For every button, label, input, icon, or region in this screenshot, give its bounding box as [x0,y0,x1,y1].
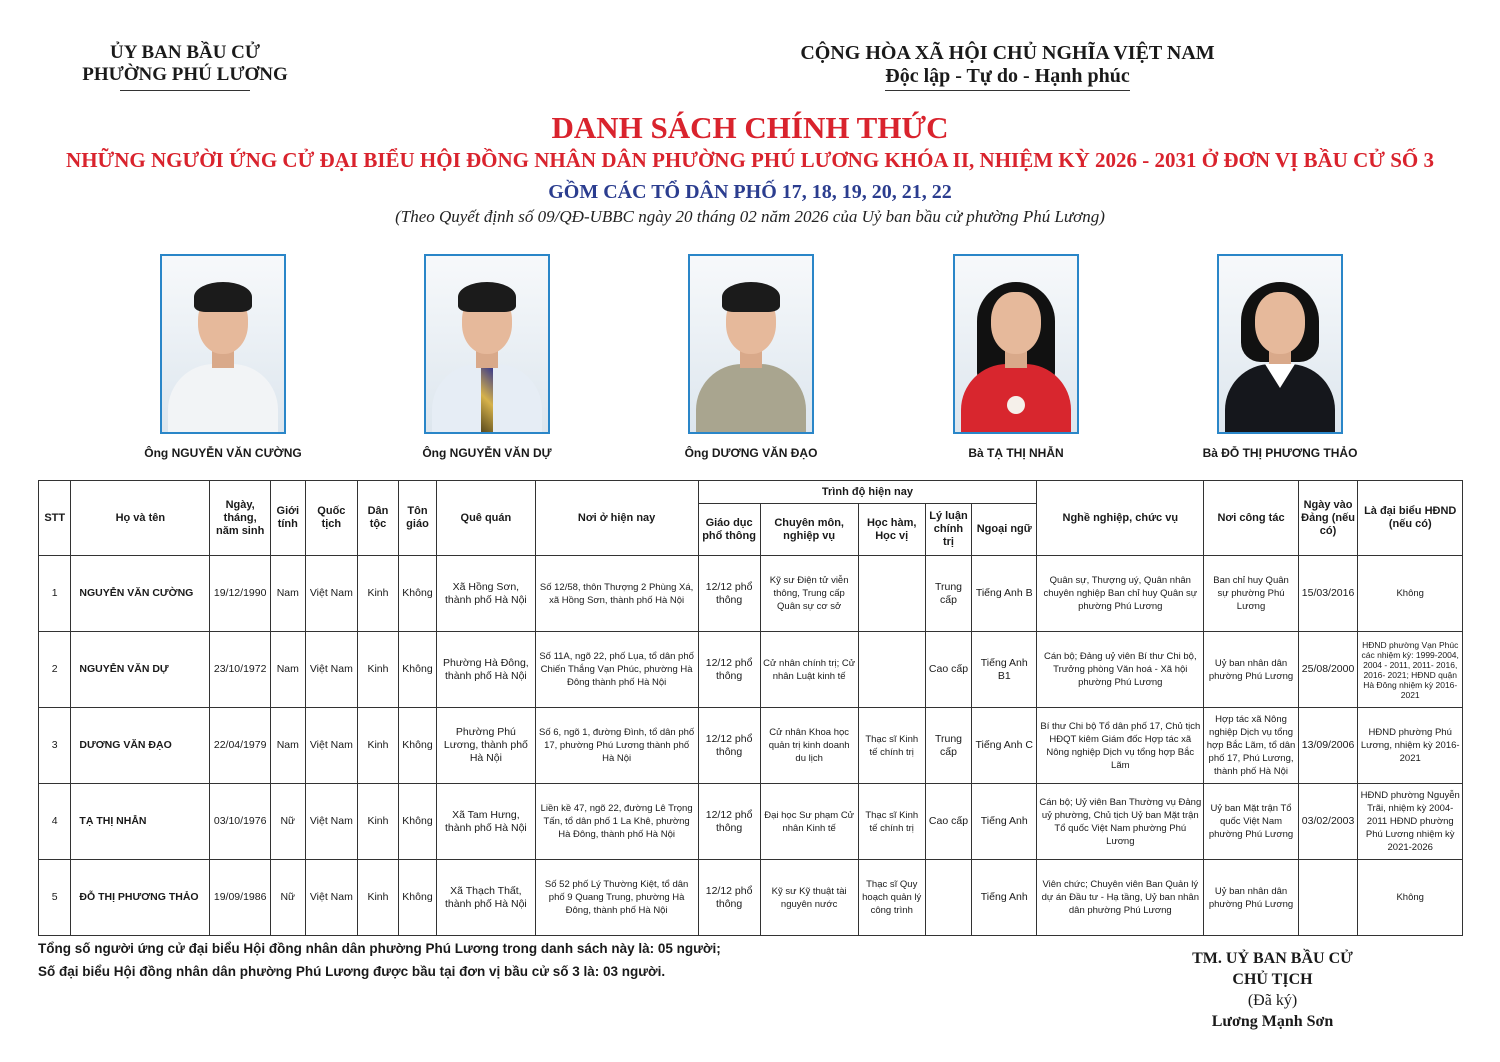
cell-party: 03/02/2003 [1298,784,1358,860]
cell-edu-language: Tiếng Anh [972,784,1037,860]
portrait-caption: Bà ĐỖ THỊ PHƯƠNG THẢO [1202,446,1358,460]
cell-nationality: Việt Nam [305,556,358,632]
cell-gender: Nữ [271,860,305,936]
portrait-photo [160,254,286,434]
document-groups: GỒM CÁC TỔ DÂN PHỐ 17, 18, 19, 20, 21, 22 [548,181,952,203]
portrait-caption: Ông NGUYỄN VĂN CƯỜNG [144,446,302,460]
cell-job: Cán bộ; Uỷ viên Ban Thường vụ Đảng uỷ phường, Chủ tịch Uỷ ban Mặt trận Tổ quốc Việt Nam phường Phú Lương [1037,784,1204,860]
cell-job: Bí thư Chi bộ Tổ dân phố 17, Chủ tịch HĐQT kiêm Giám đốc Hợp tác xã Nông nghiệp Dịch vụ tổng hợp Bắc Lãm [1037,708,1204,784]
col-edu-language: Ngoại ngữ [972,504,1037,556]
cell-workplace: Ban chỉ huy Quân sự phường Phú Lương [1204,556,1298,632]
cell-gender: Nữ [271,784,305,860]
cell-religion: Không [398,860,437,936]
col-religion: Tôn giáo [398,481,437,556]
cell-gender: Nam [271,708,305,784]
cell-residence: Số 12/58, thôn Thượng 2 Phùng Xá, xã Hồng Sơn, thành phố Hà Nội [535,556,698,632]
cell-stt: 3 [39,708,71,784]
cell-nationality: Việt Nam [305,708,358,784]
cell-edu-language: Tiếng Anh [972,860,1037,936]
col-ethnic: Dân tộc [358,481,399,556]
cell-residence: Số 52 phố Lý Thường Kiệt, tổ dân phố 9 Quang Trung, phường Hà Đông, thành phố Hà Nội [535,860,698,936]
col-delegate: Là đại biểu HĐND (nếu có) [1358,481,1463,556]
cell-delegate: HĐND phường Phú Lương, nhiệm kỳ 2016-2021 [1358,708,1463,784]
cell-dob: 23/10/1972 [210,632,271,708]
candidate-portrait [953,254,1079,460]
cell-party: 13/09/2006 [1298,708,1358,784]
election-committee-header [60,42,310,91]
cell-edu-specialty: Kỹ sư Kỹ thuật tài nguyên nước [760,860,858,936]
cell-delegate: HĐND phường Nguyễn Trãi, nhiệm kỳ 2004-2011 HĐND phường Phú Lương nhiệm kỳ 2021-2026 [1358,784,1463,860]
cell-job: Cán bộ; Đảng uỷ viên Bí thư Chi bộ, Trưởng phòng Văn hoá - Xã hội phường Phú Lương [1037,632,1204,708]
cell-edu-politics: Cao cấp [925,632,972,708]
cell-edu-degree: Thạc sĩ Quy hoạch quản lý công trình [858,860,925,936]
cell-workplace: Uỷ ban nhân dân phường Phú Lương [1204,860,1298,936]
cell-gender: Nam [271,556,305,632]
cell-edu-language: Tiếng Anh B [972,556,1037,632]
col-nationality: Quốc tịch [305,481,358,556]
portrait-photo [1217,254,1343,434]
cell-party: 15/03/2016 [1298,556,1358,632]
signature-block [1150,948,1395,1032]
cell-hometown: Xã Thạch Thất, thành phố Hà Nội [437,860,535,936]
col-edu-degree: Học hàm, Học vị [858,504,925,556]
cell-edu-general: 12/12 phổ thông [698,708,760,784]
document-title: DANH SÁCH CHÍNH THỨC [551,110,949,145]
candidate-portrait [424,254,550,460]
cell-hometown: Phường Phú Lương, thành phố Hà Nội [437,708,535,784]
cell-religion: Không [398,708,437,784]
cell-edu-general: 12/12 phổ thông [698,556,760,632]
cell-edu-language: Tiếng Anh B1 [972,632,1037,708]
cell-name: TẠ THỊ NHẪN [71,784,210,860]
cell-nationality: Việt Nam [305,784,358,860]
org-line-1: ỦY BAN BẦU CỬ [109,42,261,63]
cell-edu-general: 12/12 phổ thông [698,632,760,708]
portrait-photo [424,254,550,434]
col-stt: STT [39,481,71,556]
cell-edu-specialty: Kỹ sư Điện tử viễn thông, Trung cấp Quân sự cơ sở [760,556,858,632]
cell-edu-general: 12/12 phổ thông [698,784,760,860]
col-gender: Giới tính [271,481,305,556]
col-edu-politics: Lý luận chính trị [925,504,972,556]
portrait-caption: Bà TẠ THỊ NHẪN [968,446,1064,460]
cell-religion: Không [398,556,437,632]
elected-count-note: Số đại biểu Hội đồng nhân dân phường Phú Lương được bầu tại đơn vị bầu cử số 3 là: 03 người. [38,964,666,979]
signer-name: Lương Mạnh Sơn [1211,1013,1334,1030]
cell-edu-politics [925,860,972,936]
cell-edu-degree: Thạc sĩ Kinh tế chính trị [858,708,925,784]
portrait-photo [688,254,814,434]
country-name: CỘNG HÒA XÃ HỘI CHỦ NGHĨA VIỆT NAM [800,42,1215,64]
col-edu-specialty: Chuyên môn, nghiệp vụ [760,504,858,556]
cell-name: NGUYỄN VĂN DỰ [71,632,210,708]
cell-edu-degree: Thạc sĩ Kinh tế chính trị [858,784,925,860]
candidate-portrait [684,254,818,460]
cell-hometown: Xã Hồng Sơn, thành phố Hà Nội [437,556,535,632]
cell-workplace: Hợp tác xã Nông nghiệp Dịch vụ tổng hợp Bắc Lãm, tổ dân phố 17, Phú Lương, thành phố Hà Nội [1204,708,1298,784]
cell-edu-politics: Trung cấp [925,708,972,784]
cell-gender: Nam [271,632,305,708]
cell-stt: 5 [39,860,71,936]
candidate-portrait [144,254,302,460]
cell-religion: Không [398,784,437,860]
cell-party: 25/08/2000 [1298,632,1358,708]
cell-nationality: Việt Nam [305,632,358,708]
cell-edu-politics: Cao cấp [925,784,972,860]
col-name: Họ và tên [71,481,210,556]
candidate-table [38,480,1463,936]
cell-dob: 22/04/1979 [210,708,271,784]
cell-delegate: HĐND phường Vạn Phúc các nhiệm kỳ: 1999-2004, 2004 - 2011, 2011- 2016, 2016- 2021; HĐND quận Hà Đông nhiệm kỳ 2016-2021 [1358,632,1463,708]
col-education: Trình độ hiện nay [698,481,1037,504]
header-rule [120,90,250,91]
cell-edu-specialty: Cử nhân chính trị; Cử nhân Luật kinh tế [760,632,858,708]
cell-name: ĐỖ THỊ PHƯƠNG THẢO [71,860,210,936]
sign-org: TM. UỶ BAN BẦU CỬ [1192,950,1353,967]
cell-ethnic: Kinh [358,632,399,708]
decision-reference: (Theo Quyết định số 09/QĐ-UBBC ngày 20 tháng 02 năm 2026 của Uỷ ban bầu cử phường Phú Lương) [395,207,1105,226]
national-motto: Độc lập - Tự do - Hạnh phúc [885,65,1129,91]
col-party: Ngày vào Đảng (nếu có) [1298,481,1358,556]
cell-name: DƯƠNG VĂN ĐẠO [71,708,210,784]
cell-ethnic: Kinh [358,708,399,784]
total-candidates-note: Tổng số người ứng cử đại biểu Hội đồng nhân dân phường Phú Lương trong danh sách này là: 05 người; [38,941,721,956]
cell-workplace: Uỷ ban Mặt trận Tổ quốc Việt Nam phường Phú Lương [1204,784,1298,860]
cell-hometown: Phường Hà Đông, thành phố Hà Nội [437,632,535,708]
cell-residence: Liền kề 47, ngõ 22, đường Lê Trọng Tấn, tổ dân phố 1 La Khê, phường Hà Đông, thành phố Hà Nội [535,784,698,860]
cell-nationality: Việt Nam [305,860,358,936]
national-header [770,42,1245,91]
cell-delegate: Không [1358,556,1463,632]
candidate-portrait [1202,254,1358,460]
cell-stt: 1 [39,556,71,632]
cell-ethnic: Kinh [358,860,399,936]
cell-edu-politics: Trung cấp [925,556,972,632]
cell-job: Viên chức; Chuyên viên Ban Quản lý dự án Đầu tư - Hạ tầng, Uỷ ban nhân dân phường Phú Lương [1037,860,1204,936]
portrait-photo [953,254,1079,434]
org-line-2: PHƯỜNG PHÚ LƯƠNG [82,64,288,85]
cell-dob: 19/09/1986 [210,860,271,936]
cell-religion: Không [398,632,437,708]
cell-workplace: Uỷ ban nhân dân phường Phú Lương [1204,632,1298,708]
table-row [39,860,1463,936]
col-hometown: Quê quán [437,481,535,556]
col-residence: Nơi ở hiện nay [535,481,698,556]
table-row [39,632,1463,708]
cell-edu-degree [858,632,925,708]
cell-stt: 2 [39,632,71,708]
col-job: Nghề nghiệp, chức vụ [1037,481,1204,556]
table-row [39,556,1463,632]
cell-hometown: Xã Tam Hưng, thành phố Hà Nội [437,784,535,860]
col-dob: Ngày, tháng, năm sinh [210,481,271,556]
col-workplace: Nơi công tác [1204,481,1298,556]
cell-residence: Số 11A, ngõ 22, phố Lụa, tổ dân phố Chiến Thắng Vạn Phúc, phường Hà Đông thành phố Hà Nội [535,632,698,708]
cell-edu-degree [858,556,925,632]
cell-edu-general: 12/12 phổ thông [698,860,760,936]
cell-edu-specialty: Đại học Sư phạm Cử nhân Kinh tế [760,784,858,860]
cell-party [1298,860,1358,936]
table-row [39,708,1463,784]
portrait-caption: Ông DƯƠNG VĂN ĐẠO [684,446,818,460]
cell-edu-language: Tiếng Anh C [972,708,1037,784]
cell-delegate: Không [1358,860,1463,936]
document-subtitle: NHỮNG NGƯỜI ỨNG CỬ ĐẠI BIỂU HỘI ĐỒNG NHÂN DÂN PHƯỜNG PHÚ LƯƠNG KHÓA II, NHIỆM KỲ 2026 - 2031 Ở ĐƠN VỊ BẦU CỬ SỐ 3 [66,148,1434,172]
table-row [39,784,1463,860]
col-edu-general: Giáo dục phổ thông [698,504,760,556]
cell-job: Quân sự, Thượng uý, Quân nhân chuyên nghiệp Ban chỉ huy Quân sự phường Phú Lương [1037,556,1204,632]
cell-dob: 03/10/1976 [210,784,271,860]
cell-ethnic: Kinh [358,784,399,860]
cell-stt: 4 [39,784,71,860]
cell-name: NGUYỄN VĂN CƯỜNG [71,556,210,632]
portrait-caption: Ông NGUYỄN VĂN DỰ [422,446,552,460]
sign-title: CHỦ TỊCH [1232,971,1313,988]
cell-edu-specialty: Cử nhân Khoa học quản trị kinh doanh du lịch [760,708,858,784]
signed-note: (Đã ký) [1247,992,1298,1009]
cell-dob: 19/12/1990 [210,556,271,632]
cell-residence: Số 6, ngõ 1, đường Đình, tổ dân phố 17, phường Phú Lương thành phố Hà Nội [535,708,698,784]
cell-ethnic: Kinh [358,556,399,632]
